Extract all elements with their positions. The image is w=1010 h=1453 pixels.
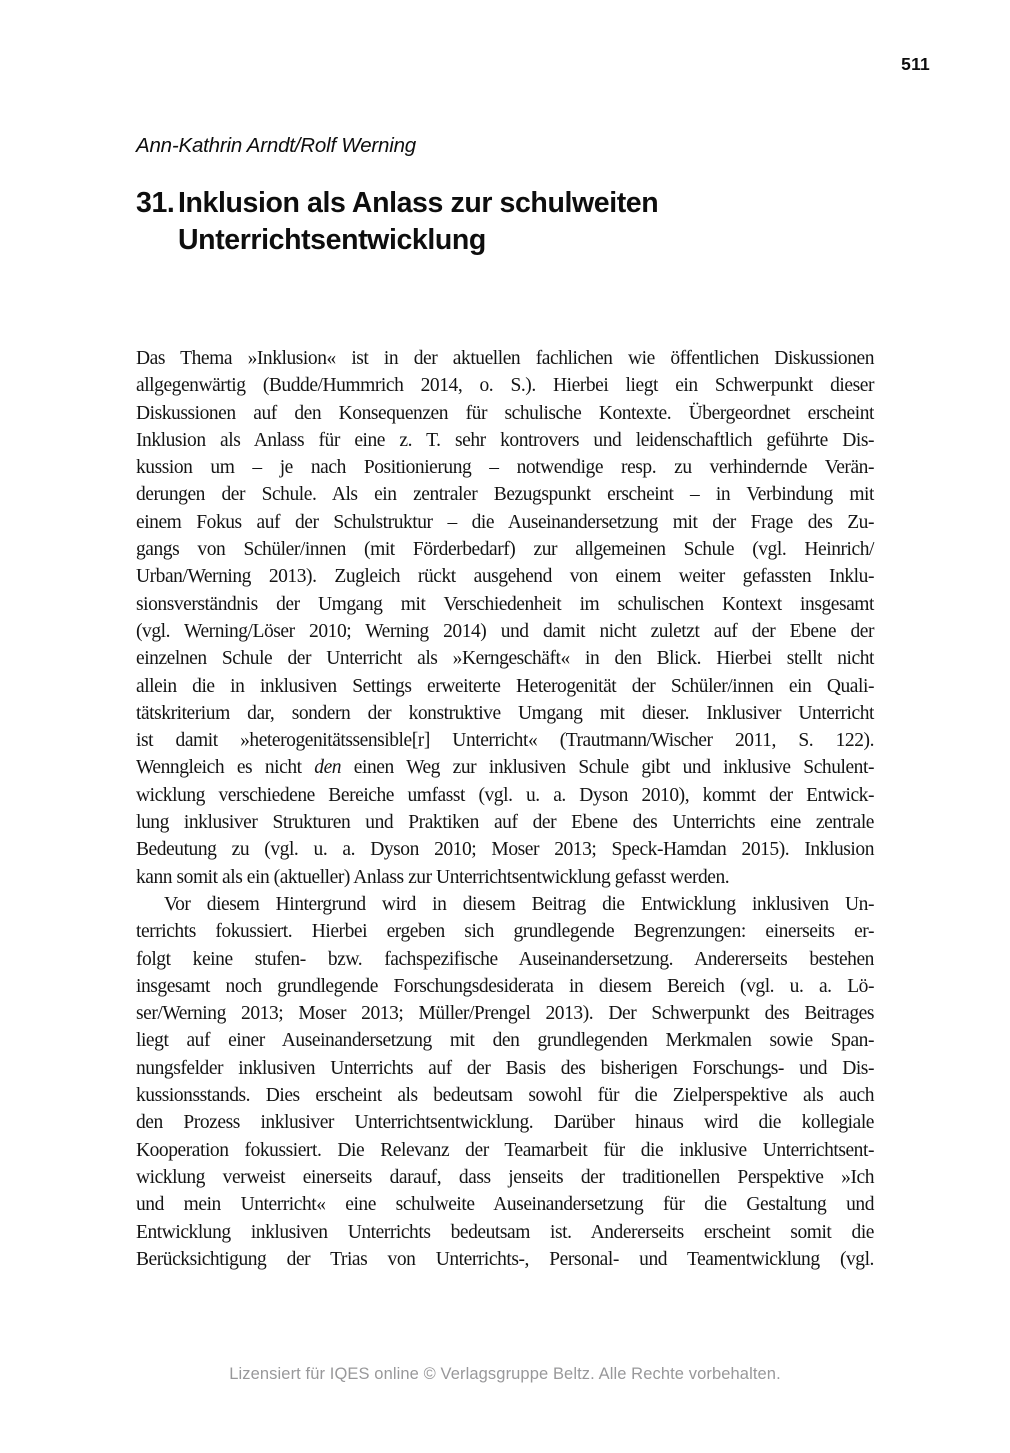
text-line: allgegenwärtig (Budde/Hummrich 2014, o. S.). Hierbei liegt ein Schwerpunkt dieser	[136, 375, 874, 397]
page-number: 511	[901, 54, 930, 74]
text-line: und mein Unterricht« eine schulweite Auseinandersetzung für die Gestaltung und	[136, 1194, 874, 1216]
text-line: Entwicklung inklusiven Unterrichts bedeutsam ist. Andererseits erscheint somit die	[136, 1221, 874, 1243]
chapter-title-text	[178, 185, 896, 259]
text-line: Wenngleich es nicht den einen Weg zur inklusiven Schule gibt und inklusive Schulent-	[136, 757, 874, 779]
body-text	[136, 345, 874, 1273]
text-line: kussionsstands. Dies erscheint als bedeutsam sowohl für die Zielperspektive als auch	[136, 1085, 874, 1107]
chapter-title	[136, 185, 896, 259]
text-line: allein die in inklusiven Settings erweiterte Heterogenität der Schüler/innen ein Quali-	[136, 675, 874, 697]
chapter-title-line-1: Inklusion als Anlass zur schulweiten	[178, 187, 659, 219]
text-line: Urban/Werning 2013). Zugleich rückt ausgehend von einem weiter gefassten Inklu-	[136, 566, 874, 588]
text-line: wicklung verschiedene Bereiche umfasst (vgl. u. a. Dyson 2010), kommt der Entwick-	[136, 784, 874, 806]
text-line: sionsverständnis der Umgang mit Verschiedenheit im schulischen Kontext insgesamt	[136, 593, 874, 615]
paragraph	[136, 345, 874, 891]
chapter-title-line-2: Unterrichtsentwicklung	[178, 224, 486, 256]
text-line: gangs von Schüler/innen (mit Förderbedarf) zur allgemeinen Schule (vgl. Heinrich/	[136, 539, 874, 561]
author-line: Ann-Kathrin Arndt/Rolf Werning	[136, 134, 416, 157]
text-line: ist damit »heterogenitätssensible[r] Unterricht« (Trautmann/Wischer 2011, S. 122).	[136, 730, 874, 752]
text-line: einem Fokus auf der Schulstruktur – die Auseinandersetzung mit der Frage des Zu-	[136, 511, 874, 533]
text-line: Das Thema »Inklusion« ist in der aktuellen fachlichen wie öffentlichen Diskussionen	[136, 348, 874, 369]
text-line: Diskussionen auf den Konsequenzen für schulische Kontexte. Übergeordnet erscheint	[136, 402, 874, 424]
text-line: Inklusion als Anlass für eine z. T. sehr kontrovers und leidenschaftlich geführte Dis-	[136, 429, 874, 451]
text-line: wicklung verweist einerseits darauf, dass jenseits der traditionellen Perspektive »Ich	[136, 1166, 874, 1188]
text-line: den Prozess inklusiver Unterrichtsentwicklung. Darüber hinaus wird die kollegiale	[136, 1112, 874, 1134]
text-line: nungsfelder inklusiven Unterrichts auf der Basis des bisherigen Forschungs- und Dis-	[136, 1057, 874, 1079]
chapter-number: 31.	[136, 187, 175, 219]
text-line: Berücksichtigung der Trias von Unterrichts-, Personal- und Teamentwicklung (vgl.	[136, 1248, 874, 1270]
text-line: derungen der Schule. Als ein zentraler Bezugspunkt erscheint – in Verbindung mit	[136, 484, 874, 506]
text-line: tätskriterium dar, sondern der konstruktive Umgang mit dieser. Inklusiver Unterricht	[136, 702, 874, 724]
text-line: ser/Werning 2013; Moser 2013; Müller/Prengel 2013). Der Schwerpunkt des Beitrages	[136, 1003, 874, 1025]
text-line: kussion um – je nach Positionierung – notwendige resp. zu verhindernde Verän-	[136, 457, 874, 479]
text-line: insgesamt noch grundlegende Forschungsdesiderata in diesem Bereich (vgl. u. a. Lö-	[136, 975, 874, 997]
text-line: Vor diesem Hintergrund wird in diesem Beitrag die Entwicklung inklusiven Un-	[164, 893, 874, 915]
license-footer: Lizensiert für IQES online © Verlagsgruppe Beltz. Alle Rechte vorbehalten.	[229, 1365, 781, 1383]
text-line: lung inklusiver Strukturen und Praktiken auf der Ebene des Unterrichts eine zentrale	[136, 812, 874, 834]
text-line: (vgl. Werning/Löser 2010; Werning 2014) und damit nicht zuletzt auf der Ebene der	[136, 620, 874, 642]
text-line: Kooperation fokussiert. Die Relevanz der Teamarbeit für die inklusive Unterrichtsent-	[136, 1139, 874, 1161]
text-line: kann somit als ein (aktueller) Anlass zur Unterrichtsentwicklung gefasst werden.	[136, 866, 730, 888]
text-line: einzelnen Schule der Unterricht als »Kerngeschäft« in den Blick. Hierbei stellt nicht	[136, 648, 874, 670]
text-line: Bedeutung zu (vgl. u. a. Dyson 2010; Moser 2013; Speck-Hamdan 2015). Inklusion	[136, 839, 874, 861]
text-line: folgt keine stufen- bzw. fachspezifische Auseinandersetzung. Andererseits bestehen	[136, 948, 874, 970]
paragraph	[136, 891, 874, 1273]
text-line: liegt auf einer Auseinandersetzung mit den grundlegenden Merkmalen sowie Span-	[136, 1030, 874, 1052]
text-line: terrichts fokussiert. Hierbei ergeben sich grundlegende Begrenzungen: einerseits er-	[136, 921, 874, 943]
